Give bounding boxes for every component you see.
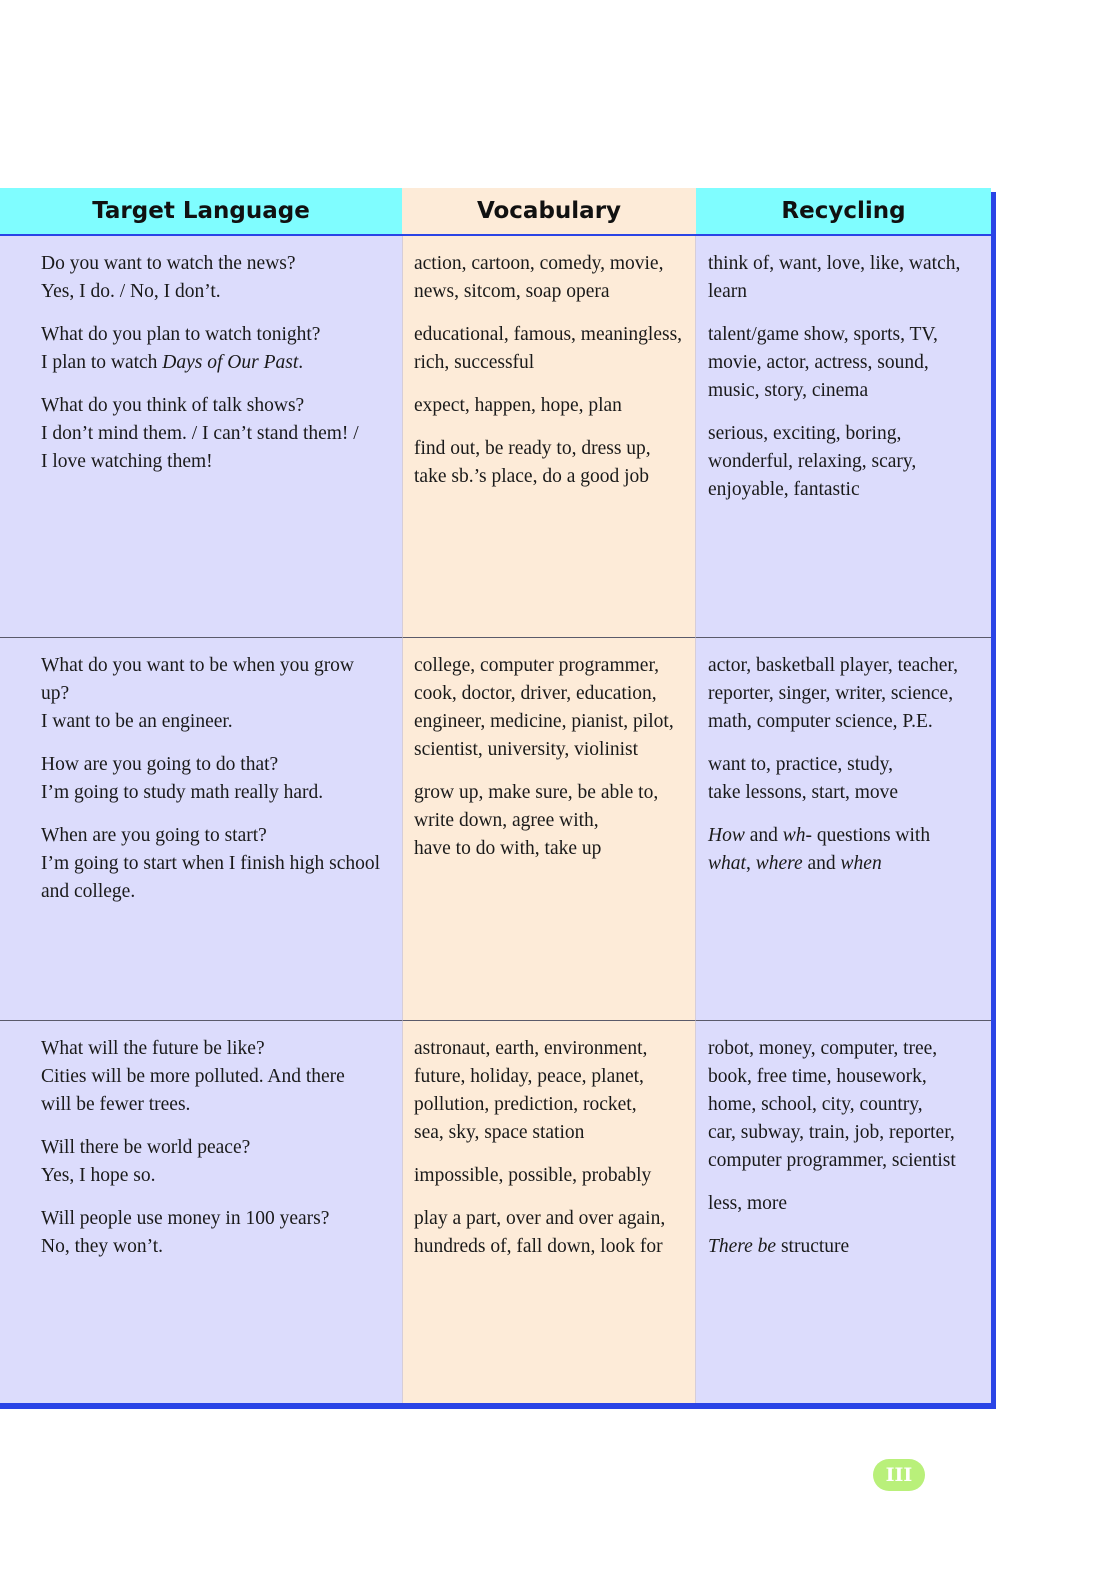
text-line	[708, 1233, 981, 1261]
row2-target-block-2	[41, 751, 394, 807]
text-line: write down, agree with,	[414, 810, 599, 831]
row2-target-cell	[0, 637, 402, 1020]
row2-vocab-block-1	[414, 652, 689, 764]
row2-target-block-3	[41, 822, 394, 906]
text-line: computer programmer, scientist	[708, 1150, 956, 1171]
text-line: and college.	[41, 881, 136, 902]
text-line: want to, practice, study,	[708, 754, 894, 775]
row1-vocab-block-1	[414, 250, 689, 306]
text-line: Yes, I do. / No, I don’t.	[41, 281, 221, 302]
text-line: serious, exciting, boring,	[708, 423, 902, 444]
text-line: When are you going to start?	[41, 825, 267, 846]
row1-vocab-block-4	[414, 435, 689, 491]
text-line: future, holiday, peace, planet,	[414, 1066, 644, 1087]
row1-recycling-block-1	[708, 250, 981, 306]
text-line: No, they won’t.	[41, 1236, 164, 1257]
text-line: Will there be world peace?	[41, 1137, 251, 1158]
row3-vocab-block-3	[414, 1205, 689, 1261]
text-line: car, subway, train, job, reporter,	[708, 1122, 955, 1143]
text-run-italic: when	[840, 853, 882, 874]
text-line: I don’t mind them. / I can’t stand them! /	[41, 423, 359, 444]
text-line: I’m going to study math really hard.	[41, 782, 324, 803]
row2-target-block-1	[41, 652, 394, 736]
row1-vocab-cell	[402, 236, 696, 637]
text-line: less, more	[708, 1193, 788, 1214]
text-line: educational, famous, meaningless,	[414, 324, 683, 345]
row3-target-block-3	[41, 1205, 394, 1261]
text-run-italic: what	[708, 853, 746, 874]
row3-target-block-2	[41, 1134, 394, 1190]
text-line: think of, want, love, like, watch,	[708, 253, 961, 274]
text-line: movie, actor, actress, sound,	[708, 352, 929, 373]
text-run: ,	[745, 853, 756, 874]
header-vocabulary: Vocabulary	[402, 188, 696, 236]
text-line: cook, doctor, driver, education,	[414, 683, 657, 704]
text-run-italic: How	[708, 825, 745, 846]
row2-vocab-cell	[402, 637, 696, 1020]
text-line: take sb.’s place, do a good job	[414, 466, 650, 487]
text-run: structure	[776, 1236, 850, 1257]
text-line: expect, happen, hope, plan	[414, 395, 622, 416]
text-run-italic: There be	[708, 1236, 777, 1257]
row2-recycling-block-2	[708, 751, 981, 807]
text-line: book, free time, housework,	[708, 1066, 927, 1087]
text-line: engineer, medicine, pianist, pilot,	[414, 711, 674, 732]
text-run-italic: wh-	[782, 825, 812, 846]
text-line: enjoyable, fantastic	[708, 479, 860, 500]
text-line: Will people use money in 100 years?	[41, 1208, 330, 1229]
row3-vocab-cell	[402, 1020, 696, 1403]
text-line: sea, sky, space station	[414, 1122, 585, 1143]
text-line	[41, 349, 394, 377]
row1-target-block-1	[41, 250, 394, 306]
row3-vocab-block-2	[414, 1162, 689, 1190]
row1-target-cell	[0, 236, 402, 637]
row1-recycling-block-3	[708, 420, 981, 504]
text-line: actor, basketball player, teacher,	[708, 655, 958, 676]
page-number-badge: III	[873, 1459, 925, 1491]
row3-recycling-block-1	[708, 1035, 981, 1175]
text-line: action, cartoon, comedy, movie,	[414, 253, 664, 274]
text-line: Cities will be more polluted. And there	[41, 1066, 345, 1087]
row2-vocab-block-2	[414, 779, 689, 863]
row3-target-block-1	[41, 1035, 394, 1119]
header-recycling: Recycling	[696, 188, 991, 236]
text-line: up?	[41, 683, 70, 704]
text-run: and	[744, 825, 783, 846]
text-line: astronaut, earth, environment,	[414, 1038, 648, 1059]
row1-recycling-cell	[696, 236, 991, 637]
row2-recycling-block-3	[708, 822, 981, 878]
row1-vocab-block-3	[414, 392, 689, 420]
text-line: pollution, prediction, rocket,	[414, 1094, 637, 1115]
text-line: music, story, cinema	[708, 380, 869, 401]
text-run: questions with	[812, 825, 931, 846]
text-line: What do you think of talk shows?	[41, 395, 305, 416]
table-frame-right	[991, 192, 996, 1409]
row3-target-cell	[0, 1020, 402, 1403]
text-line	[708, 822, 981, 850]
row3-recycling-block-3	[708, 1233, 981, 1261]
text-line: wonderful, relaxing, scary,	[708, 451, 917, 472]
table-grid	[0, 188, 991, 1403]
text-line: hundreds of, fall down, look for	[414, 1236, 663, 1257]
text-line: take lessons, start, move	[708, 782, 899, 803]
row1-vocab-block-2	[414, 321, 689, 377]
text-line: I want to be an engineer.	[41, 711, 233, 732]
text-line: find out, be ready to, dress up,	[414, 438, 651, 459]
row1-target-block-2	[41, 321, 394, 377]
text-line: talent/game show, sports, TV,	[708, 324, 938, 345]
row3-vocab-block-1	[414, 1035, 689, 1147]
row1-recycling-block-2	[708, 321, 981, 405]
text-line: grow up, make sure, be able to,	[414, 782, 659, 803]
text-line: rich, successful	[414, 352, 535, 373]
text-line: play a part, over and over again,	[414, 1208, 666, 1229]
text-line: news, sitcom, soap opera	[414, 281, 610, 302]
show-title: Days of Our Past	[162, 352, 299, 373]
text-line	[708, 850, 981, 878]
text-line: college, computer programmer,	[414, 655, 660, 676]
row2-recycling-cell	[696, 637, 991, 1020]
text-run: .	[298, 352, 304, 373]
table-frame-bottom	[0, 1403, 996, 1409]
text-run: and	[802, 853, 841, 874]
text-run: I plan to watch	[41, 352, 163, 373]
row3-recycling-cell	[696, 1020, 991, 1403]
text-line: impossible, possible, probably	[414, 1165, 652, 1186]
row2-recycling-block-1	[708, 652, 981, 736]
text-line: What do you plan to watch tonight?	[41, 324, 321, 345]
text-line: robot, money, computer, tree,	[708, 1038, 938, 1059]
text-line: have to do with, take up	[414, 838, 602, 859]
text-line: learn	[708, 281, 747, 302]
row1-target-block-3	[41, 392, 394, 476]
text-line: I love watching them!	[41, 451, 213, 472]
text-line: What will the future be like?	[41, 1038, 265, 1059]
text-line: Yes, I hope so.	[41, 1165, 156, 1186]
text-line: scientist, university, violinist	[414, 739, 639, 760]
text-run-italic: where	[755, 853, 803, 874]
text-line: Do you want to watch the news?	[41, 253, 296, 274]
text-line: home, school, city, country,	[708, 1094, 923, 1115]
text-line: math, computer science, P.E.	[708, 711, 933, 732]
row3-recycling-block-2	[708, 1190, 981, 1218]
text-line: reporter, singer, writer, science,	[708, 683, 954, 704]
unit-summary-table	[0, 188, 996, 1409]
text-line: I’m going to start when I finish high school	[41, 853, 381, 874]
text-line: How are you going to do that?	[41, 754, 279, 775]
text-line: What do you want to be when you grow	[41, 655, 355, 676]
header-target-language: Target Language	[0, 188, 402, 236]
text-line: will be fewer trees.	[41, 1094, 191, 1115]
